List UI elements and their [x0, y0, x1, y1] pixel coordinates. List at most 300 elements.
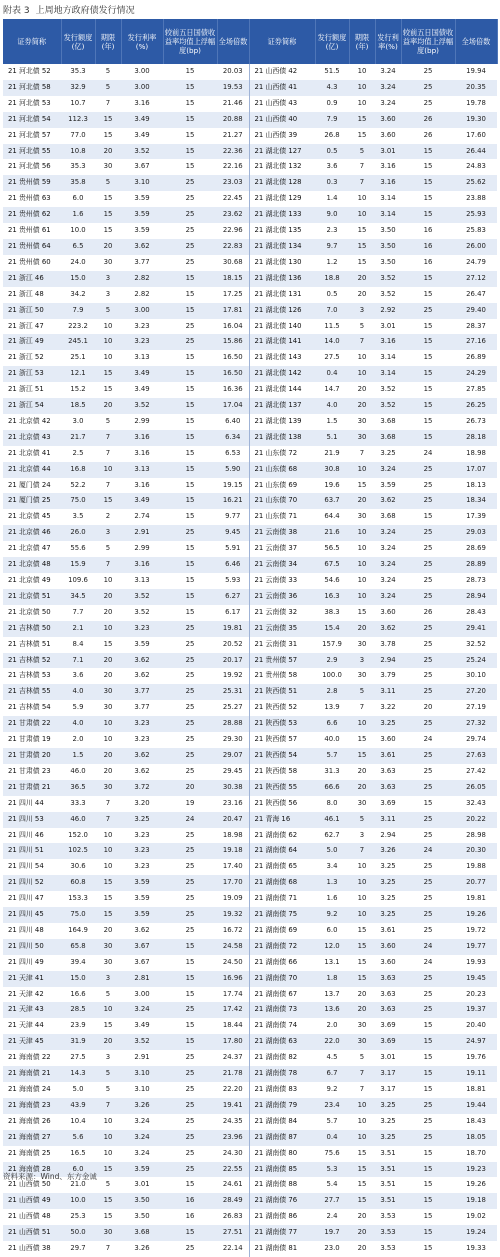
- table-cell: 3.0: [61, 414, 95, 430]
- table-cell: 3.52: [121, 605, 163, 621]
- table-cell: 27.42: [455, 764, 497, 780]
- table-cell: 63.7: [315, 493, 349, 509]
- table-cell: 25: [401, 1130, 455, 1146]
- table-cell: 7: [95, 446, 121, 462]
- column-header: 发行额度(亿): [315, 19, 349, 64]
- table-cell: 8.0: [315, 796, 349, 812]
- table-cell: 15: [401, 414, 455, 430]
- table-cell: 25: [401, 557, 455, 573]
- table-cell: 3.52: [375, 271, 401, 287]
- table-cell: 22.20: [217, 1082, 249, 1098]
- bond-name-cell: 21 北京债 46: [3, 525, 61, 541]
- bond-name-cell: 21 湖南债 77: [249, 1225, 315, 1241]
- table-cell: 20: [95, 748, 121, 764]
- table-cell: 3.17: [375, 1082, 401, 1098]
- bond-name-cell: 21 山东债 72: [249, 446, 315, 462]
- table-cell: 13.1: [315, 955, 349, 971]
- table-cell: 7: [349, 1066, 375, 1082]
- table-cell: 9.7: [315, 239, 349, 255]
- table-cell: 25: [163, 1002, 217, 1018]
- table-cell: 15: [95, 207, 121, 223]
- bond-name-cell: 21 贵州债 63: [3, 191, 61, 207]
- table-cell: 55.6: [61, 541, 95, 557]
- table-cell: 3.68: [375, 509, 401, 525]
- table-cell: 0.4: [315, 1130, 349, 1146]
- table-cell: 25: [401, 828, 455, 844]
- table-cell: 3.63: [375, 987, 401, 1003]
- table-cell: 10: [95, 716, 121, 732]
- table-cell: 15: [163, 366, 217, 382]
- table-cell: 19.92: [217, 668, 249, 684]
- table-cell: 1.6: [61, 207, 95, 223]
- table-cell: 23.16: [217, 796, 249, 812]
- bond-name-cell: 21 湖南债 81: [249, 1241, 315, 1257]
- table-cell: 19.94: [455, 64, 497, 80]
- table-cell: 15: [95, 366, 121, 382]
- bond-name-cell: 21 湖南债 71: [249, 891, 315, 907]
- bond-name-cell: 21 厦门债 24: [3, 478, 61, 494]
- table-cell: 25: [163, 207, 217, 223]
- table-row: [3, 605, 497, 621]
- table-cell: 5.6: [61, 1130, 95, 1146]
- table-cell: 18.81: [455, 1082, 497, 1098]
- table-row: [3, 843, 497, 859]
- table-cell: 3.60: [375, 128, 401, 144]
- table-cell: 3.13: [121, 350, 163, 366]
- bond-name-cell: 21 陕西债 51: [249, 684, 315, 700]
- bond-name-cell: 21 北京债 49: [3, 573, 61, 589]
- table-cell: 25: [163, 859, 217, 875]
- table-cell: 10: [349, 350, 375, 366]
- table-cell: 15: [401, 509, 455, 525]
- table-cell: 15: [349, 1177, 375, 1193]
- table-cell: 22.96: [217, 223, 249, 239]
- source-note: 资料来源：Wind、东方金诚: [3, 1172, 97, 1181]
- table-row: [3, 128, 497, 144]
- table-cell: 19.44: [455, 1098, 497, 1114]
- table-cell: 52.2: [61, 478, 95, 494]
- table-cell: 20: [349, 1225, 375, 1241]
- bond-name-cell: 21 甘肃债 23: [3, 764, 61, 780]
- table-cell: 25: [401, 923, 455, 939]
- table-cell: 3.25: [375, 1130, 401, 1146]
- table-row: [3, 828, 497, 844]
- table-cell: 25: [401, 525, 455, 541]
- table-cell: 21.9: [315, 446, 349, 462]
- table-cell: 20: [349, 493, 375, 509]
- table-cell: 15: [401, 319, 455, 335]
- bond-name-cell: 21 天津 45: [3, 1034, 61, 1050]
- table-cell: 25: [401, 668, 455, 684]
- table-cell: 15: [163, 144, 217, 160]
- table-cell: 15: [349, 605, 375, 621]
- bond-name-cell: 21 河北债 58: [3, 80, 61, 96]
- table-cell: 15: [349, 748, 375, 764]
- bond-name-cell: 21 云南债 37: [249, 541, 315, 557]
- table-cell: 25: [163, 319, 217, 335]
- table-cell: 21.0: [61, 1177, 95, 1193]
- table-cell: 10: [349, 891, 375, 907]
- table-cell: 25: [163, 525, 217, 541]
- table-cell: 19.15: [217, 478, 249, 494]
- table-cell: 25: [401, 764, 455, 780]
- table-cell: 15: [95, 191, 121, 207]
- table-cell: 7.9: [61, 303, 95, 319]
- table-cell: 3.49: [121, 1018, 163, 1034]
- table-cell: 20.35: [455, 80, 497, 96]
- table-row: [3, 493, 497, 509]
- table-row: [3, 319, 497, 335]
- table-row: [3, 971, 497, 987]
- table-cell: 15: [95, 1209, 121, 1225]
- table-cell: 26.83: [217, 1209, 249, 1225]
- bond-name-cell: 21 山东债 71: [249, 509, 315, 525]
- table-cell: 3: [349, 653, 375, 669]
- table-cell: 15: [163, 493, 217, 509]
- table-cell: 24.83: [455, 159, 497, 175]
- table-cell: 2.1: [61, 621, 95, 637]
- table-cell: 15: [349, 923, 375, 939]
- table-cell: 2.82: [121, 271, 163, 287]
- table-cell: 3.49: [121, 493, 163, 509]
- table-cell: 3.25: [375, 907, 401, 923]
- table-cell: 17.07: [455, 462, 497, 478]
- table-cell: 30: [95, 955, 121, 971]
- table-cell: 3.52: [121, 144, 163, 160]
- table-cell: 5.7: [315, 748, 349, 764]
- table-cell: 3.50: [375, 255, 401, 271]
- bond-name-cell: 21 北京债 44: [3, 462, 61, 478]
- table-cell: 16.3: [315, 589, 349, 605]
- table-row: [3, 923, 497, 939]
- page-title: [3, 3, 135, 16]
- table-cell: 14.3: [61, 1066, 95, 1082]
- table-cell: 17.40: [217, 859, 249, 875]
- table-cell: 15: [95, 493, 121, 509]
- table-cell: 15: [401, 1082, 455, 1098]
- table-cell: 15: [163, 128, 217, 144]
- bond-name-cell: 21 山西债 50: [3, 1177, 61, 1193]
- table-cell: 3: [349, 303, 375, 319]
- table-cell: 10: [349, 557, 375, 573]
- table-cell: 30: [349, 668, 375, 684]
- table-cell: 25: [401, 684, 455, 700]
- table-cell: 20: [95, 764, 121, 780]
- table-cell: 3.00: [121, 303, 163, 319]
- table-cell: 22.83: [217, 239, 249, 255]
- table-cell: 3.63: [375, 764, 401, 780]
- table-cell: 7.0: [315, 303, 349, 319]
- bond-name-cell: 21 云南债 36: [249, 589, 315, 605]
- table-cell: 27.5: [315, 350, 349, 366]
- table-cell: 5.9: [61, 700, 95, 716]
- table-cell: 7.9: [315, 112, 349, 128]
- table-cell: 65.8: [61, 939, 95, 955]
- bond-name-cell: 21 天津 41: [3, 971, 61, 987]
- table-cell: 3.69: [375, 1018, 401, 1034]
- table-cell: 3.79: [375, 668, 401, 684]
- table-row: [3, 64, 497, 80]
- table-cell: 16.36: [217, 382, 249, 398]
- table-cell: 2.91: [121, 1050, 163, 1066]
- table-cell: 1.6: [315, 891, 349, 907]
- table-cell: 10: [349, 1098, 375, 1114]
- table-cell: 20.40: [455, 1018, 497, 1034]
- table-cell: 18.05: [455, 1130, 497, 1146]
- table-row: [3, 1209, 497, 1225]
- table-cell: 10: [349, 64, 375, 80]
- table-row: [3, 287, 497, 303]
- bond-name-cell: 21 湖南债 74: [249, 1018, 315, 1034]
- bond-name-cell: 21 湖南债 62: [249, 828, 315, 844]
- bond-name-cell: 21 浙江 54: [3, 398, 61, 414]
- table-cell: 3.24: [121, 1002, 163, 1018]
- table-cell: 3.50: [375, 223, 401, 239]
- table-cell: 11.5: [315, 319, 349, 335]
- table-cell: 17.74: [217, 987, 249, 1003]
- table-cell: 30: [349, 796, 375, 812]
- bond-name-cell: 21 海南债 23: [3, 1098, 61, 1114]
- table-cell: 1.4: [315, 191, 349, 207]
- table-cell: 15: [95, 382, 121, 398]
- table-cell: 5: [95, 987, 121, 1003]
- table-cell: 10: [95, 859, 121, 875]
- bond-name-cell: 21 山西债 38: [3, 1241, 61, 1257]
- table-cell: 24.58: [217, 939, 249, 955]
- bond-name-cell: 21 吉林债 55: [3, 684, 61, 700]
- table-cell: 15: [401, 1162, 455, 1178]
- table-cell: 29.30: [217, 732, 249, 748]
- table-cell: 22.16: [217, 159, 249, 175]
- bond-name-cell: 21 北京债 51: [3, 589, 61, 605]
- table-cell: 21.7: [61, 430, 95, 446]
- table-cell: 3.68: [375, 430, 401, 446]
- table-cell: 26.0: [61, 525, 95, 541]
- table-cell: 3.67: [121, 955, 163, 971]
- table-cell: 15: [401, 1018, 455, 1034]
- table-cell: 10: [349, 589, 375, 605]
- table-cell: 4.5: [315, 1050, 349, 1066]
- table-cell: 25: [163, 637, 217, 653]
- table-row: [3, 1225, 497, 1241]
- table-cell: 0.5: [315, 144, 349, 160]
- table-row: [3, 175, 497, 191]
- table-cell: 15: [163, 605, 217, 621]
- table-cell: 15: [163, 271, 217, 287]
- table-cell: 30.6: [61, 859, 95, 875]
- table-cell: 25: [401, 780, 455, 796]
- table-cell: 15: [349, 955, 375, 971]
- table-cell: 32.52: [455, 637, 497, 653]
- table-cell: 25.3: [61, 1209, 95, 1225]
- table-cell: 0.5: [315, 287, 349, 303]
- bond-name-cell: 21 云南债 31: [249, 637, 315, 653]
- table-cell: 15: [163, 939, 217, 955]
- table-cell: 29.74: [455, 732, 497, 748]
- bond-name-cell: 21 云南债 38: [249, 525, 315, 541]
- table-cell: 5: [95, 1082, 121, 1098]
- table-cell: 15: [401, 159, 455, 175]
- table-cell: 15: [163, 398, 217, 414]
- bond-name-cell: 21 陕西债 58: [249, 764, 315, 780]
- table-cell: 7: [95, 96, 121, 112]
- table-row: [3, 509, 497, 525]
- table-cell: 19.41: [217, 1098, 249, 1114]
- table-cell: 2.5: [61, 446, 95, 462]
- table-cell: 3.24: [375, 96, 401, 112]
- table-cell: 3.16: [121, 478, 163, 494]
- bond-name-cell: 21 湖北债 132: [249, 159, 315, 175]
- table-cell: 26.44: [455, 144, 497, 160]
- table-cell: 27.51: [217, 1225, 249, 1241]
- bond-name-cell: 21 浙江 51: [3, 382, 61, 398]
- table-cell: 3.25: [375, 446, 401, 462]
- table-cell: 7: [349, 700, 375, 716]
- table-cell: 3.25: [121, 812, 163, 828]
- table-cell: 77.0: [61, 128, 95, 144]
- table-cell: 9.0: [315, 207, 349, 223]
- table-cell: 25: [163, 732, 217, 748]
- table-cell: 3.16: [375, 334, 401, 350]
- table-cell: 2.82: [121, 287, 163, 303]
- table-cell: 26.89: [455, 350, 497, 366]
- table-cell: 24.97: [455, 1034, 497, 1050]
- bond-name-cell: 21 河北债 53: [3, 96, 61, 112]
- table-cell: 7.1: [61, 653, 95, 669]
- table-cell: 28.98: [455, 828, 497, 844]
- table-cell: 28.5: [61, 1002, 95, 1018]
- table-cell: 30: [349, 414, 375, 430]
- bond-name-cell: 21 陕西债 55: [249, 780, 315, 796]
- table-cell: 245.1: [61, 334, 95, 350]
- bond-name-cell: 21 湖南债 79: [249, 1098, 315, 1114]
- table-cell: 15: [401, 350, 455, 366]
- table-cell: 20: [163, 780, 217, 796]
- table-cell: 12.1: [61, 366, 95, 382]
- table-cell: 28.88: [217, 716, 249, 732]
- table-cell: 18.98: [455, 446, 497, 462]
- table-cell: 40.0: [315, 732, 349, 748]
- table-cell: 20.17: [217, 653, 249, 669]
- table-cell: 15: [163, 159, 217, 175]
- table-cell: 19.18: [455, 1193, 497, 1209]
- bond-name-cell: 21 山东债 69: [249, 478, 315, 494]
- table-cell: 3.62: [121, 239, 163, 255]
- table-cell: 20: [349, 621, 375, 637]
- table-cell: 3.60: [375, 605, 401, 621]
- table-cell: 26.00: [455, 239, 497, 255]
- table-cell: 15: [349, 732, 375, 748]
- table-cell: 75.6: [315, 1146, 349, 1162]
- table-cell: 19.81: [455, 891, 497, 907]
- bond-name-cell: 21 吉林债 52: [3, 653, 61, 669]
- table-cell: 25: [163, 764, 217, 780]
- table-row: [3, 1082, 497, 1098]
- table-cell: 3.00: [121, 64, 163, 80]
- table-cell: 30.8: [315, 462, 349, 478]
- table-cell: 2.0: [315, 1018, 349, 1034]
- table-cell: 3.16: [121, 430, 163, 446]
- table-cell: 28.18: [455, 430, 497, 446]
- table-cell: 25: [163, 1130, 217, 1146]
- table-cell: 15: [401, 1050, 455, 1066]
- bond-name-cell: 21 四川 46: [3, 828, 61, 844]
- table-cell: 25: [401, 1002, 455, 1018]
- table-cell: 17.42: [217, 1002, 249, 1018]
- table-cell: 25: [163, 1146, 217, 1162]
- bond-name-cell: 21 湖北债 136: [249, 271, 315, 287]
- table-cell: 19.30: [455, 112, 497, 128]
- table-cell: 3.68: [375, 414, 401, 430]
- table-cell: 23.96: [217, 1130, 249, 1146]
- table-cell: 20: [95, 1034, 121, 1050]
- table-row: [3, 334, 497, 350]
- bond-name-cell: 21 海南债 26: [3, 1114, 61, 1130]
- bond-name-cell: 21 四川 47: [3, 891, 61, 907]
- table-cell: 35.8: [61, 175, 95, 191]
- bond-name-cell: 21 贵州债 60: [3, 255, 61, 271]
- bond-name-cell: 21 河北债 52: [3, 64, 61, 80]
- table-cell: 2.3: [315, 223, 349, 239]
- bond-name-cell: 21 海南债 22: [3, 1050, 61, 1066]
- table-cell: 6.7: [315, 1066, 349, 1082]
- table-row: [3, 1050, 497, 1066]
- bond-name-cell: 21 吉林债 51: [3, 637, 61, 653]
- table-cell: 3.24: [375, 525, 401, 541]
- table-cell: 3.24: [375, 589, 401, 605]
- table-cell: 25: [401, 653, 455, 669]
- bond-name-cell: 21 河北债 56: [3, 159, 61, 175]
- table-cell: 13.7: [315, 987, 349, 1003]
- table-cell: 10: [95, 1114, 121, 1130]
- table-cell: 3.51: [375, 1162, 401, 1178]
- table-cell: 56.5: [315, 541, 349, 557]
- table-cell: 3.10: [121, 175, 163, 191]
- table-cell: 3.59: [121, 191, 163, 207]
- table-cell: 19.09: [217, 891, 249, 907]
- table-cell: 15: [163, 589, 217, 605]
- bond-name-cell: 21 甘肃债 21: [3, 780, 61, 796]
- table-cell: 2.91: [121, 525, 163, 541]
- table-cell: 27.20: [455, 684, 497, 700]
- table-cell: 26.73: [455, 414, 497, 430]
- bond-name-cell: 21 湖北债 127: [249, 144, 315, 160]
- table-cell: 20.88: [217, 112, 249, 128]
- bond-name-cell: 21 湖南债 78: [249, 1066, 315, 1082]
- table-cell: 15: [349, 255, 375, 271]
- table-cell: 24.30: [217, 1146, 249, 1162]
- table-row: [3, 812, 497, 828]
- table-cell: 10: [95, 334, 121, 350]
- table-cell: 3: [95, 287, 121, 303]
- table-row: [3, 764, 497, 780]
- table-cell: 25: [163, 1066, 217, 1082]
- table-cell: 3.52: [121, 589, 163, 605]
- bond-name-cell: 21 云南债 34: [249, 557, 315, 573]
- table-cell: 19.76: [455, 1050, 497, 1066]
- table-cell: 18.44: [217, 1018, 249, 1034]
- table-cell: 25: [401, 748, 455, 764]
- table-cell: 20: [349, 780, 375, 796]
- bond-name-cell: 21 吉林债 50: [3, 621, 61, 637]
- table-cell: 30: [95, 684, 121, 700]
- table-cell: 24: [401, 732, 455, 748]
- bond-name-cell: 21 湖北债 129: [249, 191, 315, 207]
- table-cell: 153.3: [61, 891, 95, 907]
- table-cell: 15: [401, 382, 455, 398]
- table-cell: 3.50: [121, 1209, 163, 1225]
- table-cell: 3.6: [315, 159, 349, 175]
